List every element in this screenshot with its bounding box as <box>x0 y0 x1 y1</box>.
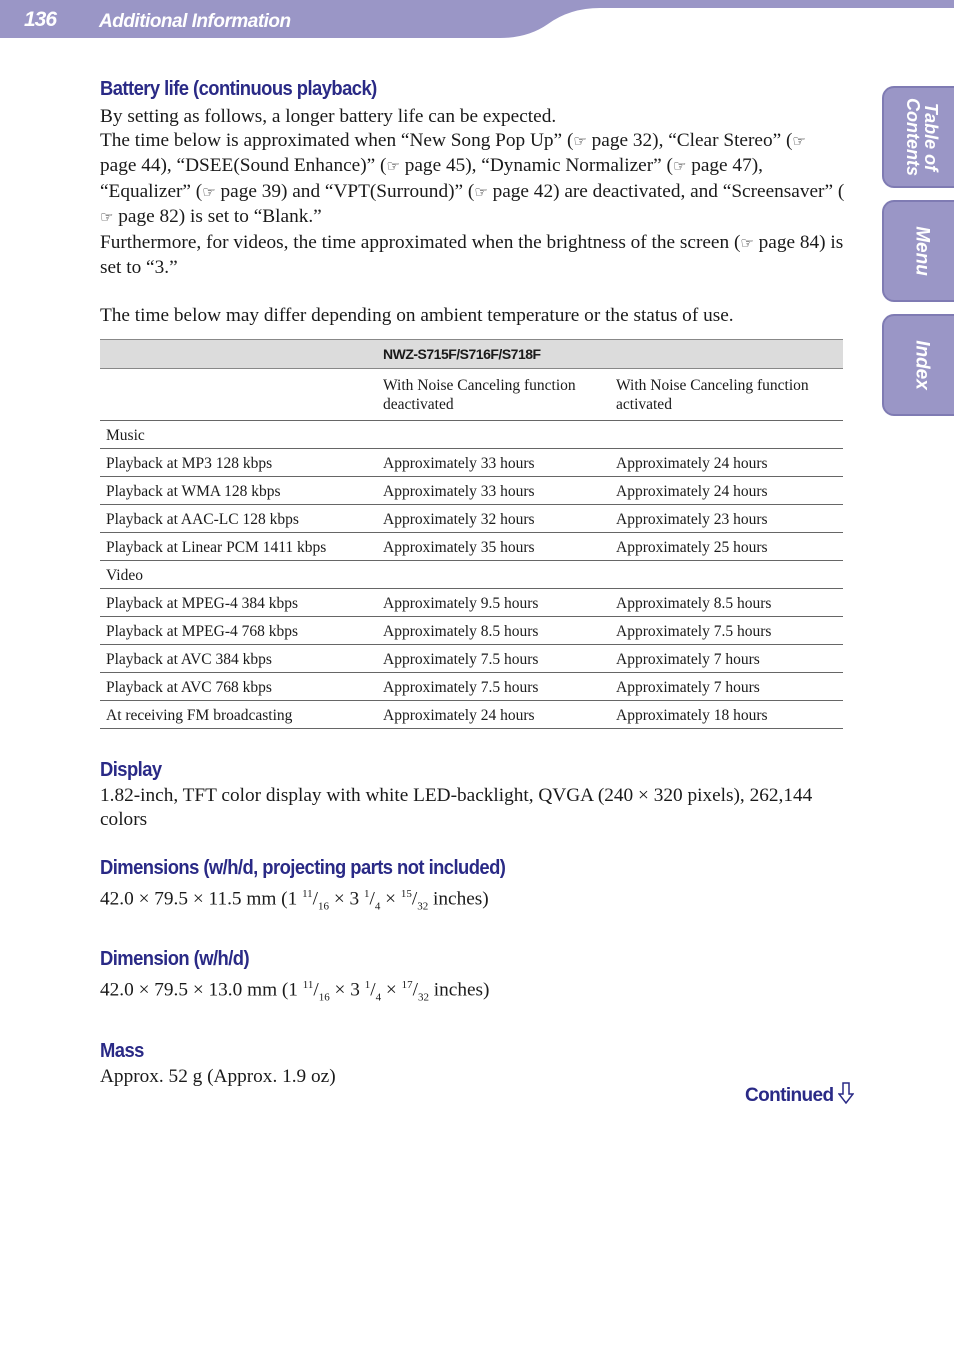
dimension-heading: Dimension (w/h/d) <box>100 948 250 971</box>
page-header <box>0 0 954 40</box>
mass-text: Approx. 52 g (Approx. 1.9 oz) <box>100 1065 336 1087</box>
pointing-hand-icon[interactable]: ☞ <box>792 133 806 150</box>
display-text: 1.82-inch, TFT color display with white LED-backlight, QVGA (240 × 320 pixels), 262,144 colors <box>100 785 813 830</box>
pointing-hand-icon[interactable]: ☞ <box>672 159 687 175</box>
col-nc-activated: With Noise Canceling function activated <box>610 369 843 421</box>
battery-para3: Furthermore, for videos, the time approximated when the brightness of the screen (☞ page 84) is set to “3.” <box>100 231 844 278</box>
continued-label: Continued <box>745 1085 834 1106</box>
tab-index-label: Index <box>911 340 933 390</box>
table-row: Video <box>100 561 843 589</box>
arrow-down-icon <box>838 1082 854 1104</box>
table-row: Playback at AVC 768 kbps Approximately 7.5 hours Approximately 7 hours <box>100 673 843 701</box>
mass-heading: Mass <box>100 1039 144 1062</box>
table-row: At receiving FM broadcasting Approximately 24 hours Approximately 18 hours <box>100 701 843 729</box>
page-number: 136 <box>24 8 57 31</box>
table-corner <box>100 340 377 369</box>
pointing-hand-icon[interactable]: ☞ <box>573 133 587 150</box>
battery-para4: The time below may differ depending on ambient temperature or the status of use. <box>100 304 734 326</box>
battery-para1: By setting as follows, a longer battery life can be expected. <box>100 106 557 127</box>
tab-menu[interactable] <box>882 200 954 302</box>
dimensions-heading: Dimensions (w/h/d, projecting parts not included) <box>100 857 506 879</box>
battery-para2: The time below is approximated when “New Song Pop Up” (☞ page 32), “Clear Stereo” (☞ page 44), “DSEE(Sound Enhance)” (☞ page 45), “Dynamic Normalizer” (☞ page 47), “Equalizer” (☞ page 39) and “VPT(Surround)” (☞ page 42) are deactivated, and “Screensaver” (☞ page 82) is set to “Blank.” <box>100 129 845 231</box>
pointing-hand-icon[interactable]: ☞ <box>100 210 114 226</box>
continued-link[interactable] <box>745 1082 854 1107</box>
battery-table <box>100 339 843 729</box>
tab-menu-label: Menu <box>911 226 933 276</box>
dimension-text: 42.0 × 79.5 × 13.0 mm (1 $^{11}/_{16} \times 3$ $^1/_4 \times ^{17}/_{32}$ inches) <box>100 979 490 1004</box>
main-content <box>100 78 845 1088</box>
table-row: Playback at AVC 384 kbps Approximately 7.5 hours Approximately 7 hours <box>100 645 843 673</box>
display-heading: Display <box>100 759 162 781</box>
battery-heading: Battery life (continuous playback) <box>100 78 377 100</box>
table-row: Music <box>100 421 843 449</box>
table-subheader-row <box>100 369 843 421</box>
pointing-hand-icon[interactable]: ☞ <box>740 235 754 252</box>
table-row: Playback at WMA 128 kbps Approximately 33 hours Approximately 24 hours <box>100 477 843 505</box>
pointing-hand-icon[interactable]: ☞ <box>386 159 400 175</box>
tab-table-of-contents[interactable] <box>882 86 954 188</box>
tab-index[interactable] <box>882 314 954 416</box>
table-row: Playback at MP3 128 kbps Approximately 33 hours Approximately 24 hours <box>100 449 843 477</box>
section-title: Additional Information <box>99 11 291 32</box>
table-row: Playback at MPEG-4 384 kbps Approximately 9.5 hours Approximately 8.5 hours <box>100 589 843 617</box>
pointing-hand-icon[interactable]: ☞ <box>474 184 488 201</box>
col-nc-deactivated: With Noise Canceling function deactivated <box>377 369 610 421</box>
dimensions-text: 42.0 × 79.5 × 11.5 mm (1 $^{11}/_{16} \times 3$ $^1/_4 \times ^{15}/_{32}$ inches) <box>100 888 489 913</box>
tab-toc-label: Table of Contents <box>903 98 941 176</box>
table-row: Playback at MPEG-4 768 kbps Approximately 8.5 hours Approximately 7.5 hours <box>100 617 843 645</box>
table-row: Playback at AAC-LC 128 kbps Approximately 32 hours Approximately 23 hours <box>100 505 843 533</box>
table-model-header: NWZ-S715F/S716F/S718F <box>377 340 843 369</box>
pointing-hand-icon[interactable]: ☞ <box>202 184 216 201</box>
table-row: Playback at Linear PCM 1411 kbps Approximately 35 hours Approximately 25 hours <box>100 533 843 561</box>
